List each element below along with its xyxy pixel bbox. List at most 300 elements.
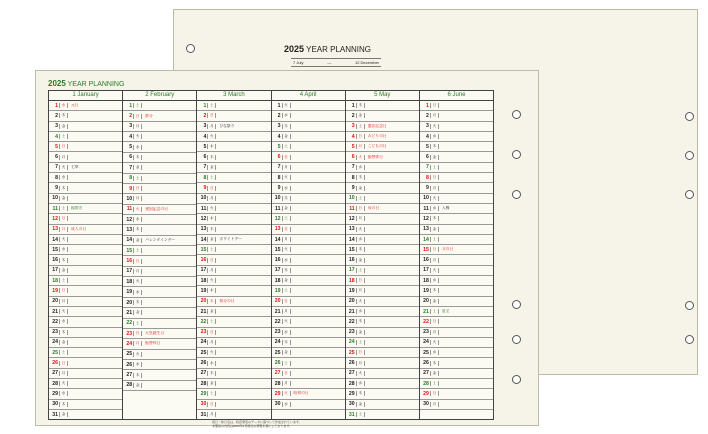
day-row[interactable] [49,338,122,348]
day-row[interactable] [346,255,419,265]
day-row[interactable] [272,122,345,132]
day-row[interactable] [420,276,493,286]
weekday-label: 金 [207,309,216,314]
day-row[interactable] [420,245,493,255]
day-row[interactable] [272,389,345,399]
weekday-label: 水 [133,290,142,295]
day-row[interactable] [123,174,196,184]
day-row[interactable] [420,111,493,121]
day-row[interactable] [123,329,196,339]
day-row[interactable] [49,225,122,235]
day-row[interactable] [197,338,270,348]
day-row[interactable] [123,184,196,194]
day-row[interactable] [197,389,270,399]
day-row[interactable] [272,328,345,338]
day-row[interactable] [346,348,419,358]
day-number: 3 [425,123,429,130]
day-row[interactable] [123,132,196,142]
day-event: 春分の日 [219,298,235,303]
front-title-text: YEAR PLANNING [67,81,125,88]
day-row[interactable] [346,245,419,255]
day-number: 12 [200,215,207,222]
day-row[interactable] [197,400,270,410]
day-row[interactable] [420,194,493,204]
day-row[interactable] [49,235,122,245]
day-row[interactable] [49,276,122,286]
month-header: 1 January [49,91,122,101]
day-row[interactable] [49,122,122,132]
day-row[interactable] [420,379,493,389]
day-row[interactable] [197,111,270,121]
day-row[interactable] [49,183,122,193]
weekday-label: 木 [356,391,365,396]
day-row[interactable] [123,122,196,132]
day-number: 24 [200,339,207,346]
day-row[interactable] [420,286,493,296]
day-row[interactable] [420,297,493,307]
day-number: 17 [423,267,429,274]
month-column [49,91,123,419]
day-row[interactable] [346,369,419,379]
day-row[interactable] [49,389,122,399]
day-row[interactable] [197,328,270,338]
day-row[interactable] [420,328,493,338]
day-row[interactable] [272,214,345,224]
weekday-label: 月 [282,237,291,242]
day-row[interactable] [197,255,270,265]
day-row[interactable] [420,235,493,245]
weekday-label: 月 [133,196,142,201]
day-row[interactable] [123,163,196,173]
day-row[interactable] [272,358,345,368]
day-row[interactable] [123,225,196,235]
weekday-label: 土 [133,176,142,181]
day-row[interactable] [272,235,345,245]
day-row[interactable] [197,194,270,204]
day-row[interactable] [346,194,419,204]
weekday-label: 火 [133,279,142,284]
weekday-label: 水 [133,217,142,222]
day-number: 18 [423,277,429,284]
day-row[interactable] [123,339,196,349]
day-row[interactable] [49,163,122,173]
weekday-label: 日 [207,402,216,407]
weekday-label: 木 [430,361,439,366]
day-row[interactable] [346,276,419,286]
day-number: 5 [203,143,207,150]
day-row[interactable] [197,132,270,142]
day-number: 25 [126,351,133,358]
day-row[interactable] [49,194,122,204]
day-row[interactable] [420,338,493,348]
weekday-label: 金 [282,278,291,283]
day-row[interactable] [420,163,493,173]
day-row[interactable] [197,286,270,296]
day-row[interactable] [123,142,196,152]
weekday-label: 水 [282,330,291,335]
weekday-label: 日 [430,319,439,324]
day-number: 14 [348,236,355,243]
day-row[interactable] [346,286,419,296]
day-row[interactable] [123,215,196,225]
day-event: 夏至 [441,309,450,314]
day-row[interactable] [346,111,419,121]
weekday-label: 日 [430,103,439,108]
day-number: 20 [423,298,429,305]
day-row[interactable] [197,173,270,183]
day-number: 21 [52,308,58,315]
year-planning-grid [48,90,494,420]
day-row[interactable] [346,204,419,214]
day-row[interactable] [272,255,345,265]
day-number: 10 [423,195,429,202]
day-row[interactable] [346,338,419,348]
day-number: 18 [200,277,207,284]
day-row[interactable] [346,163,419,173]
day-row[interactable] [420,358,493,368]
day-row[interactable] [346,266,419,276]
day-number: 8 [425,174,429,181]
weekday-label: 火 [133,352,142,357]
day-event: ホワイトデー [219,237,243,241]
day-row[interactable] [49,142,122,152]
day-number: 9 [55,185,58,192]
day-number: 6 [55,154,58,161]
day-row[interactable] [123,277,196,287]
day-row[interactable] [346,379,419,389]
month-column [420,91,493,419]
binder-hole [685,335,694,344]
day-row[interactable] [123,256,196,266]
day-row[interactable] [49,173,122,183]
day-row[interactable] [123,267,196,277]
day-row[interactable] [272,225,345,235]
day-row[interactable] [272,132,345,142]
day-number: 5 [277,143,281,150]
day-row[interactable] [123,246,196,256]
day-number: 16 [52,257,58,264]
day-row[interactable] [49,307,122,317]
day-row[interactable] [420,266,493,276]
day-number: 26 [423,360,429,367]
day-row[interactable] [420,214,493,224]
day-row[interactable] [272,111,345,121]
date-range [291,58,381,67]
day-event: 節分 [145,113,153,118]
day-row[interactable] [197,235,270,245]
weekday-label: 日 [282,227,291,232]
day-row[interactable] [197,410,270,419]
day-number: 16 [423,257,429,264]
weekday-label: 水 [207,361,216,366]
weekday-label: 日 [133,186,142,191]
day-row[interactable] [420,132,493,142]
day-row[interactable] [123,319,196,329]
day-number: 20 [126,299,133,306]
day-row[interactable] [123,381,196,391]
day-row[interactable] [420,400,493,410]
day-row[interactable] [272,286,345,296]
day-number: 3 [55,123,58,130]
day-event: バレンタインデー [145,237,176,242]
weekday-label: 土 [430,165,439,170]
weekday-label: 火 [282,391,291,396]
day-row[interactable] [49,369,122,379]
weekday-label: 木 [282,268,291,273]
day-row[interactable] [420,173,493,183]
day-row[interactable] [346,225,419,235]
weekday-label: 土 [282,361,291,366]
day-row[interactable] [197,348,270,358]
day-number: 15 [126,247,133,254]
day-number: 10 [52,195,58,202]
weekday-label: 月 [356,288,365,293]
weekday-label: 月 [133,341,142,346]
weekday-label: 木 [207,227,216,232]
day-row[interactable] [197,204,270,214]
day-row[interactable] [123,194,196,204]
day-row[interactable] [272,276,345,286]
day-row[interactable] [49,379,122,389]
day-row[interactable] [346,235,419,245]
day-row[interactable] [346,132,419,142]
weekday-label: 木 [207,155,216,160]
day-row[interactable] [346,400,419,410]
day-number: 7 [351,164,355,171]
day-row[interactable] [49,317,122,327]
day-row[interactable] [272,142,345,152]
day-row[interactable] [346,307,419,317]
day-row[interactable] [197,183,270,193]
day-row[interactable] [420,369,493,379]
day-row[interactable] [346,328,419,338]
day-row[interactable] [49,266,122,276]
day-row[interactable] [197,245,270,255]
weekday-label: 日 [430,391,439,396]
day-row[interactable] [420,204,493,214]
day-row[interactable] [420,317,493,327]
day-row[interactable] [123,287,196,297]
day-row[interactable] [346,389,419,399]
weekday-label: 土 [282,288,291,293]
day-row[interactable] [197,317,270,327]
day-row[interactable] [272,297,345,307]
day-row[interactable] [420,348,493,358]
day-row[interactable] [346,152,419,162]
weekday-label: 火 [356,227,365,232]
day-row[interactable] [123,308,196,318]
weekday-label: 日 [133,114,142,119]
day-number: 12 [423,215,429,222]
day-number: 7 [129,164,133,171]
day-row[interactable] [272,338,345,348]
day-row[interactable] [272,101,345,111]
day-row[interactable] [420,307,493,317]
day-number: 13 [274,226,281,233]
day-number: 12 [274,215,281,222]
day-row[interactable] [197,297,270,307]
day-number: 12 [126,216,133,223]
day-row[interactable] [346,297,419,307]
day-number: 20 [348,298,355,305]
day-number: 6 [277,154,281,161]
weekday-label: 火 [59,381,68,386]
day-row[interactable] [346,101,419,111]
day-number: 3 [129,123,133,130]
day-row[interactable] [123,111,196,121]
day-row[interactable] [346,183,419,193]
day-row[interactable] [197,152,270,162]
day-number: 8 [129,175,133,182]
weekday-label: 水 [133,362,142,367]
day-row[interactable] [197,358,270,368]
day-event: 天皇誕生日 [145,331,165,336]
weekday-label: 土 [356,340,365,345]
day-row[interactable] [272,348,345,358]
day-number: 4 [425,133,429,140]
day-row[interactable] [197,142,270,152]
day-number: 18 [274,277,281,284]
weekday-label: 木 [59,258,68,263]
day-row[interactable] [346,358,419,368]
day-row[interactable] [272,204,345,214]
day-row[interactable] [123,370,196,380]
day-row[interactable] [272,369,345,379]
day-number: 31 [52,411,58,418]
day-number: 25 [274,349,281,356]
day-row[interactable] [49,348,122,358]
day-row[interactable] [49,400,122,410]
day-row[interactable] [272,152,345,162]
day-number: 20 [52,298,58,305]
day-row[interactable] [49,358,122,368]
weekday-label: 木 [356,175,365,180]
weekday-label: 日 [207,330,216,335]
day-row[interactable] [49,132,122,142]
weekday-label: 土 [59,278,68,283]
day-number: 5 [425,143,429,150]
day-row[interactable] [420,152,493,162]
day-row[interactable] [420,389,493,399]
weekday-label: 日 [356,278,365,283]
day-number: 21 [126,309,133,316]
day-row[interactable] [272,379,345,389]
day-row[interactable] [123,101,196,111]
month-header: 4 April [272,91,345,101]
day-row[interactable] [49,328,122,338]
day-number: 21 [200,308,207,315]
day-row[interactable] [49,152,122,162]
day-row[interactable] [197,266,270,276]
weekday-label: 木 [59,402,68,407]
weekday-label: 火 [207,278,216,283]
day-number: 6 [351,154,355,161]
day-row[interactable] [197,369,270,379]
weekday-label: 日 [59,216,68,221]
day-row[interactable] [420,255,493,265]
day-row[interactable] [346,122,419,132]
day-row[interactable] [49,286,122,296]
day-row[interactable] [420,101,493,111]
weekday-label: 木 [59,330,68,335]
day-row[interactable] [346,173,419,183]
range-start: 7 July [293,60,304,65]
day-row[interactable] [197,101,270,111]
weekday-label: 金 [133,383,142,388]
day-row[interactable] [197,225,270,235]
day-row[interactable] [420,183,493,193]
day-row[interactable] [123,350,196,360]
day-row[interactable] [49,214,122,224]
day-row[interactable] [123,236,196,246]
day-number: 9 [425,185,429,192]
day-row[interactable] [123,360,196,370]
weekday-label: 火 [282,319,291,324]
day-row[interactable] [123,205,196,215]
day-row[interactable] [49,245,122,255]
day-number: 6 [203,154,207,161]
day-row[interactable] [420,142,493,152]
day-number: 27 [52,370,58,377]
day-row[interactable] [49,101,122,111]
day-row[interactable] [197,379,270,389]
weekday-label: 土 [356,124,365,129]
day-row[interactable] [123,298,196,308]
day-row[interactable] [49,111,122,121]
day-row[interactable] [272,183,345,193]
day-row[interactable] [197,122,270,132]
day-row[interactable] [272,266,345,276]
day-number: 28 [348,380,355,387]
binder-hole [685,190,694,199]
day-number: 7 [425,164,429,171]
day-row[interactable] [272,173,345,183]
day-row[interactable] [346,142,419,152]
day-row[interactable] [346,317,419,327]
weekday-label: 日 [207,113,216,118]
day-row[interactable] [272,317,345,327]
day-row[interactable] [49,410,122,419]
day-row[interactable] [197,307,270,317]
day-row[interactable] [420,122,493,132]
weekday-label: 金 [133,165,142,170]
day-row[interactable] [49,255,122,265]
day-row[interactable] [197,163,270,173]
day-number: 4 [129,133,133,140]
day-row[interactable] [272,194,345,204]
day-event: 昭和の日 [293,391,309,396]
day-row[interactable] [272,307,345,317]
day-row[interactable] [49,204,122,214]
weekday-label: 火 [207,134,216,139]
day-row[interactable] [272,245,345,255]
day-row[interactable] [272,163,345,173]
weekday-label: 月 [59,371,68,376]
day-row[interactable] [123,153,196,163]
day-row[interactable] [346,410,419,419]
day-row[interactable] [49,297,122,307]
day-row[interactable] [197,214,270,224]
month-header: 5 May [346,91,419,101]
day-row[interactable] [197,276,270,286]
day-number: 1 [129,102,133,109]
day-row[interactable] [272,400,345,410]
weekday-label: 水 [59,319,68,324]
day-row[interactable] [420,225,493,235]
day-number: 11 [275,205,281,212]
day-row[interactable] [346,214,419,224]
day-number: 14 [274,236,281,243]
